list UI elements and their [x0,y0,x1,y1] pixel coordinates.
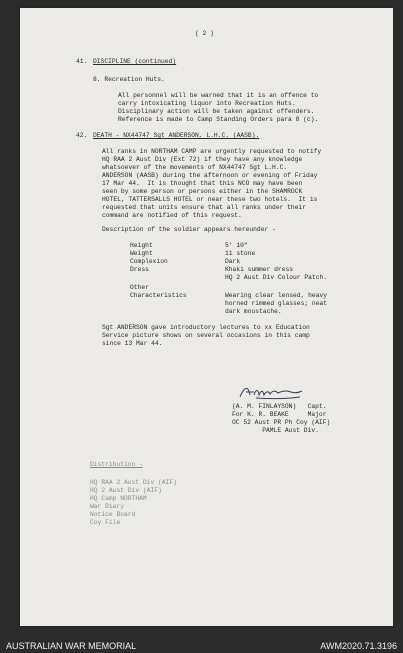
description-label: Complexion [130,258,168,265]
section-42-number: 42. [76,132,88,139]
distribution-item: Coy File [90,519,121,526]
footer-accession-number: AWM2020.71.3196 [320,641,397,651]
archive-footer [0,640,403,653]
page-number: ( 2 ) [195,30,214,37]
distribution-item: HQ 2 Aust Div (AIF) [90,487,162,494]
distribution-item: War Diary [90,503,125,510]
section-42-line: HQ RAA 2 Aust Div (Ext 72) if they have any knowledge [102,156,303,163]
distribution-heading: Distribution - [90,461,143,468]
section-42-line: ANDERSON (AASB) during the afternoon or evening of Friday [102,172,318,179]
distribution-item: HQ RAA 2 Aust Div (AIF) [90,479,177,486]
section-41-number: 41. [76,58,88,65]
section-41-line: Disciplinary action will be taken against offenders. [118,108,315,115]
description-label: Weight [130,250,153,257]
description-value: Dark [225,258,241,265]
signature-line: PAMLE Aust Div. [232,427,319,434]
footer-institution: AUSTRALIAN WAR MEMORIAL [6,641,137,651]
description-value: 5' 10" [225,242,248,249]
section-42-line: 17 Mar 44. It is thought that this NCO may have been [102,180,303,187]
lecture-line: since 13 Mar 44. [102,340,163,347]
section-41-subheading: 8. Recreation Huts. [93,76,165,83]
document-page [20,8,393,626]
lecture-line: Service picture shows on several occasions in this camp [102,332,310,339]
description-value: Wearing clear lensed, heavy [225,292,328,299]
distribution-item: HQ Camp NORTHAM [90,495,147,502]
lecture-line: Sgt ANDERSON gave introductory lectures to xx Education [102,324,310,331]
description-label: Characteristics [130,292,187,299]
description-label: Height [130,242,153,249]
section-41-heading: DISCIPLINE (continued) [93,58,177,65]
signature-line: For K. R. BEAKE Major [232,411,327,418]
description-label: Other [130,284,149,291]
description-value: dark moustache. [225,308,282,315]
section-42-line: command are notified of this request. [102,212,242,219]
section-42-line: requested that units ensure that all ranks under their [102,204,307,211]
section-41-line: All personnel will be warned that it is an offence to [118,92,319,99]
section-42-heading: DEATH - NX44747 Sgt ANDERSON, L.H.C. (AASB). [93,132,260,139]
description-label: Dress [130,266,149,273]
handwritten-signature [236,381,306,403]
description-value: 11 stone [225,250,256,257]
signature-line: (A. M. FINLAYSON) Capt. [232,403,327,410]
description-value: horned rimmed glasses; neat [225,300,328,307]
signature-line: OC 52 Aust PR Ph Coy (AIF) [232,419,331,426]
section-42-line: All ranks in NORTHAM CAMP are urgently requested to notify [102,148,322,155]
section-42-line: HOTEL, TATTERSALLS HOTEL or near these two hotels. It is [102,196,318,203]
description-value: HQ 2 Aust Div Colour Patch. [225,274,328,281]
section-41-line: Reference is made to Camp Standing Orders para 8 (c). [118,116,319,123]
description-value: Khaki summer dress [225,266,294,273]
description-intro: Description of the soldier appears hereunder - [102,226,276,233]
section-42-line: whatsoever of the movements of NX44747 Sgt L.H.C. [102,164,288,171]
section-41-line: carry intoxicating liquor into Recreation Huts. [118,100,296,107]
section-42-line: seen by some person or persons either in the SHAMROCK [102,188,303,195]
distribution-item: Notice Board [90,511,136,518]
